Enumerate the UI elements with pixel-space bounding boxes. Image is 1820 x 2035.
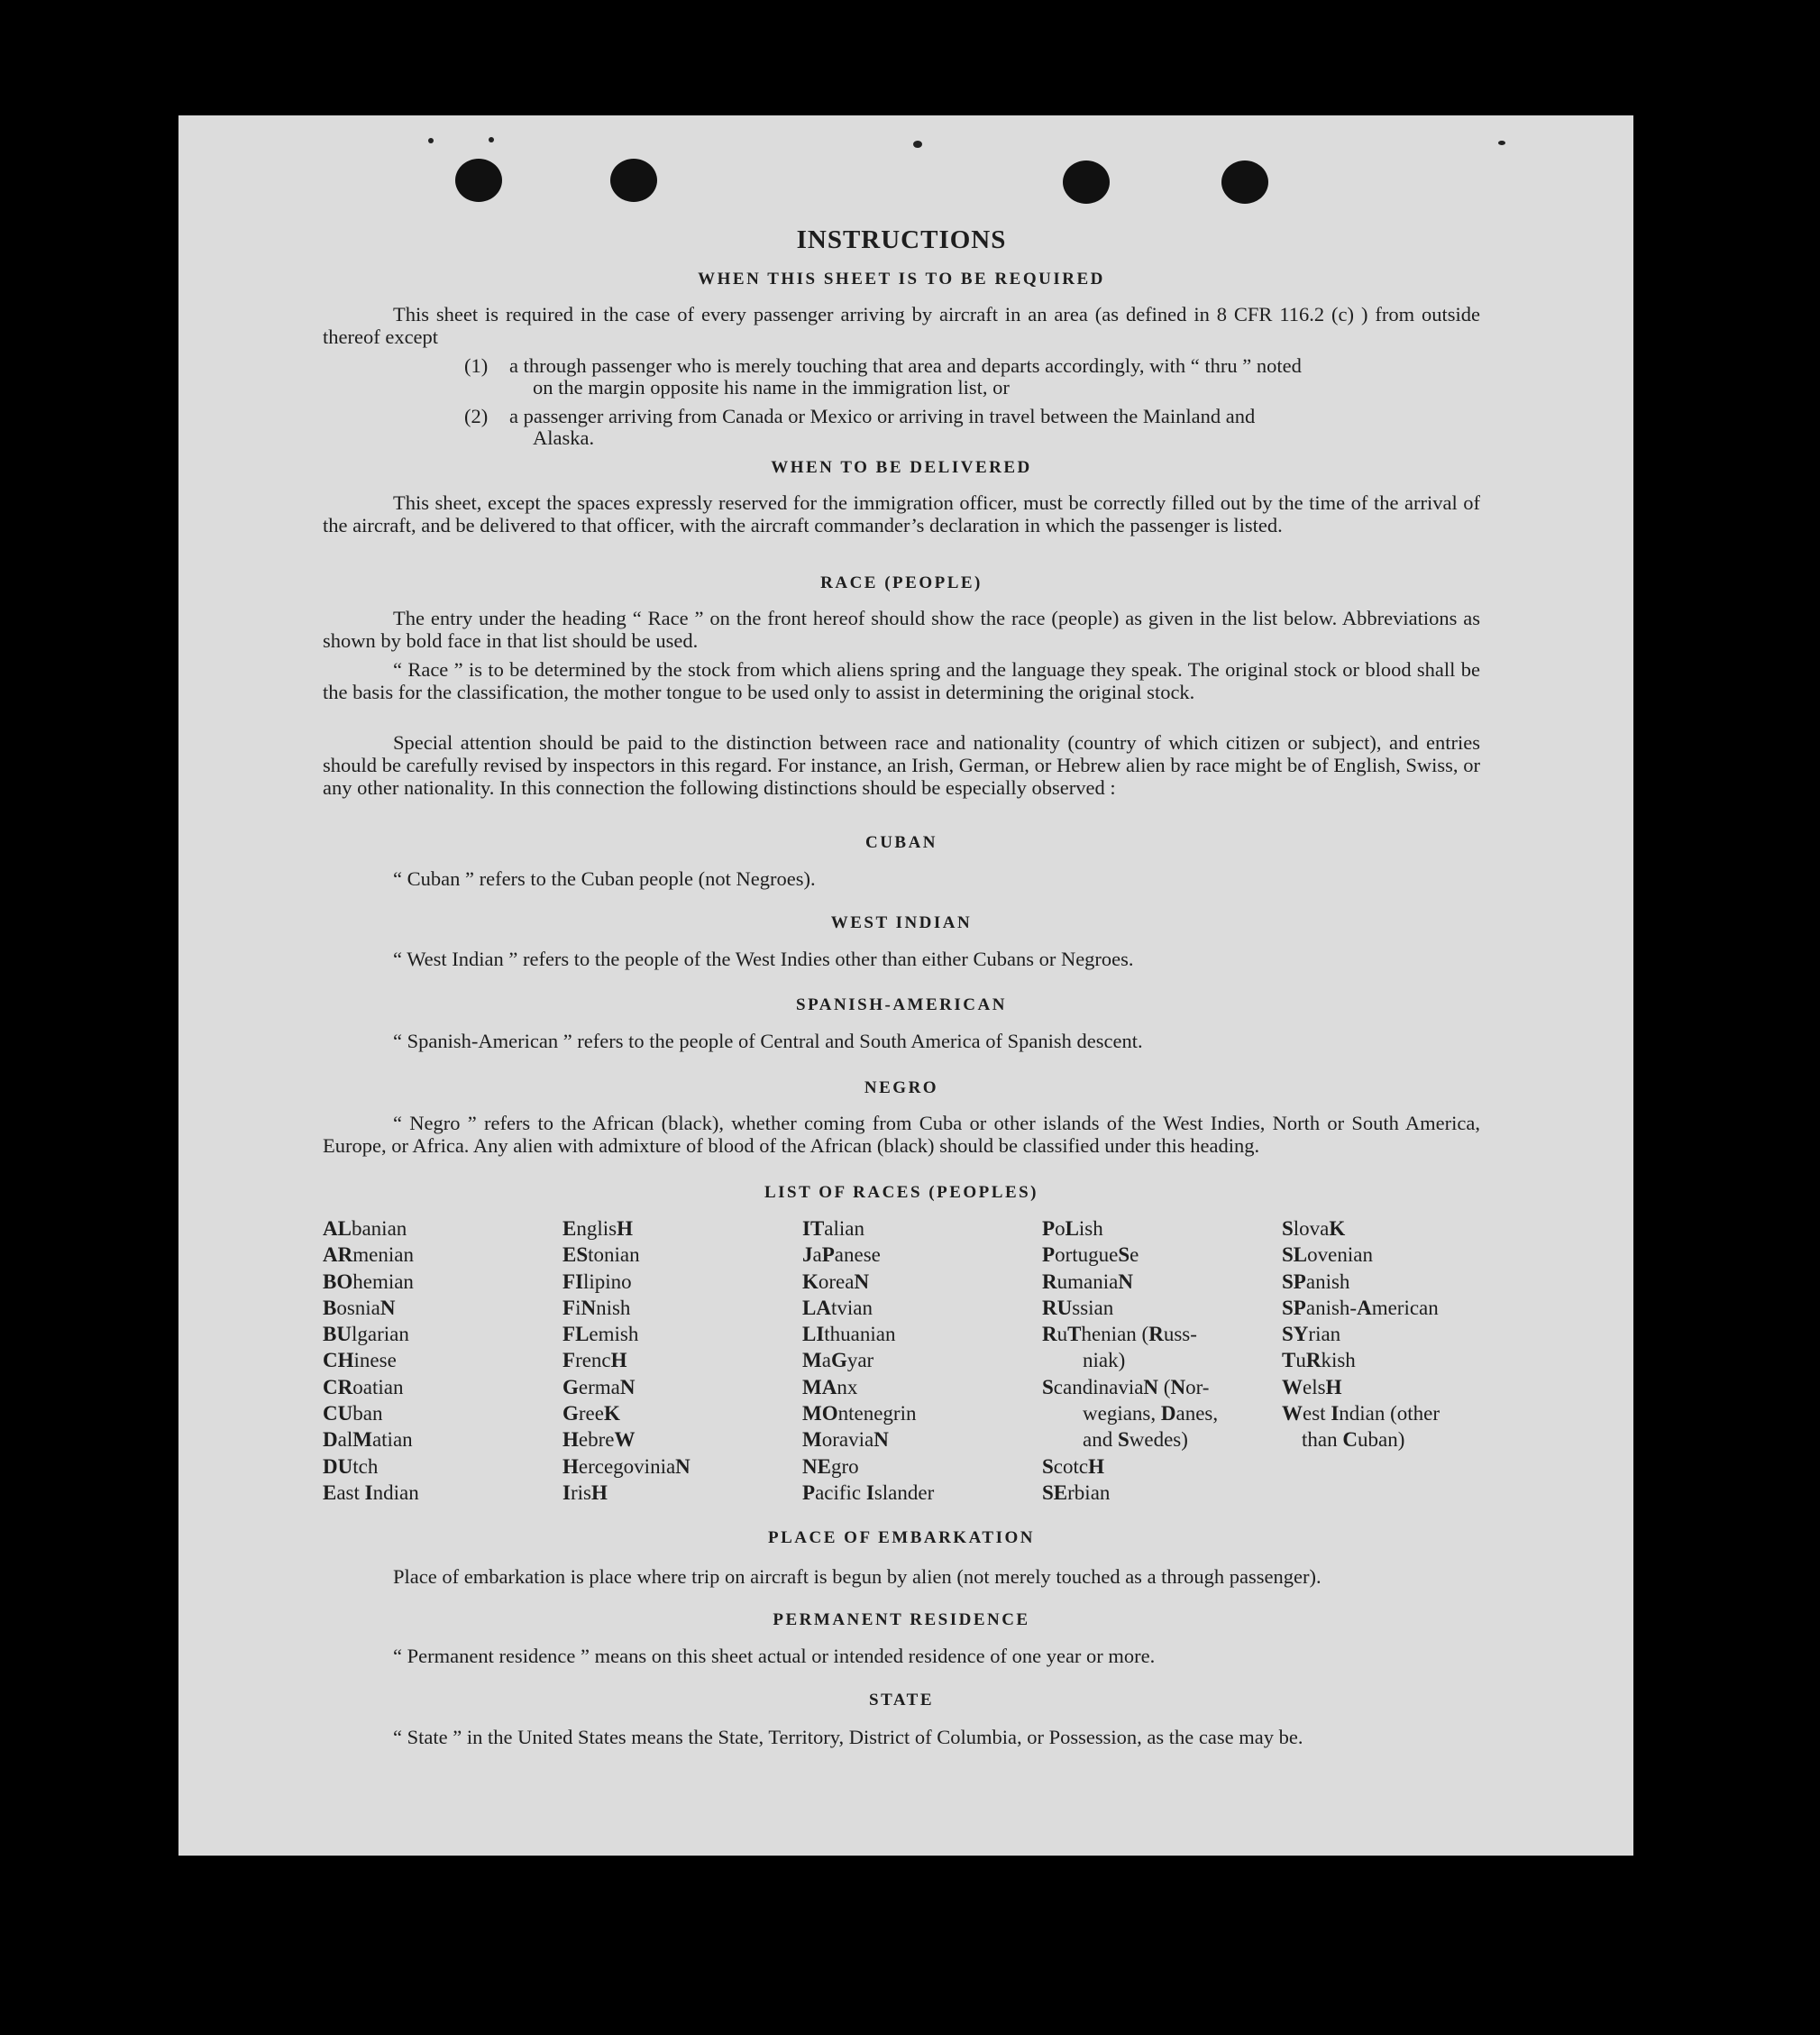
- race-entry: SPanish-American: [1282, 1296, 1439, 1319]
- race-entry: Pacific Islander: [802, 1480, 935, 1504]
- race-entry: NEgro: [802, 1454, 859, 1478]
- race-entry: ScotcH: [1042, 1454, 1104, 1478]
- paragraph-delivered: This sheet, except the spaces expressly reserved for the immigration officer, must be correctly filled out by the time of the arrival of the aircraft, and be delivered to that officer, with the aircraft commander’s declaration in which the passenger is listed.: [323, 491, 1480, 536]
- race-entry: JaPanese: [802, 1243, 881, 1267]
- race-entry: than Cuban): [1302, 1428, 1405, 1452]
- race-entry: GreeK: [562, 1402, 620, 1425]
- paragraph-required: This sheet is required in the case of every passenger arriving by aircraft in an area (as defined in 8 CFR 116.2 (c) ) from outside thereof except: [323, 303, 1480, 348]
- race-entry: EnglisH: [562, 1217, 633, 1240]
- race-entry: RUssian: [1042, 1296, 1114, 1319]
- heading-embarkation: PLACE OF EMBARKATION: [768, 1528, 1035, 1547]
- race-column-3: [802, 1215, 934, 1506]
- heading-residence: PERMANENT RESIDENCE: [773, 1610, 1030, 1629]
- heading-list-of-races: LIST OF RACES (PEOPLES): [764, 1183, 1039, 1202]
- paragraph-race-1: The entry under the heading “ Race ” on the front hereof should show the race (people) as given in the list below. Abbreviations as shown by bold face in that list should be used.: [323, 607, 1480, 652]
- race-entry: ScandinaviaN (Nor-: [1042, 1375, 1210, 1398]
- race-entry: SlovaK: [1282, 1217, 1346, 1240]
- race-entry: SLovenian: [1282, 1243, 1373, 1267]
- race-entry: WelsH: [1282, 1375, 1342, 1398]
- race-entry: BosniaN: [323, 1296, 396, 1319]
- race-entry: CRoatian: [323, 1375, 404, 1398]
- race-entry: RumaniaN: [1042, 1270, 1133, 1293]
- speck: [428, 138, 434, 143]
- item-number: (1): [464, 354, 489, 377]
- paragraph-residence: “ Permanent residence ” means on this sheet actual or intended residence of one year or more.: [393, 1645, 1156, 1667]
- race-entry: MoraviaN: [802, 1428, 889, 1452]
- race-entry: DUtch: [323, 1454, 379, 1478]
- heading-race: RACE (PEOPLE): [820, 573, 983, 592]
- paragraph-spanish-american: “ Spanish-American ” refers to the people of Central and South America of Spanish descent.: [393, 1030, 1143, 1052]
- race-entry: FIlipino: [562, 1270, 632, 1293]
- race-entry: BUlgarian: [323, 1323, 409, 1346]
- speck: [1498, 141, 1505, 145]
- item-line: Alaska.: [533, 426, 595, 449]
- race-entry: HebreW: [562, 1428, 636, 1452]
- race-entry: EStonian: [562, 1243, 640, 1267]
- race-entry: PoLish: [1042, 1217, 1103, 1240]
- race-column-2: [562, 1215, 691, 1506]
- race-column-1: [323, 1215, 419, 1506]
- speck: [913, 141, 922, 148]
- race-entry: SPanish: [1282, 1270, 1350, 1293]
- race-column-5: [1282, 1215, 1440, 1453]
- race-entry: ITalian: [802, 1217, 864, 1240]
- exception-item-2: [464, 406, 1480, 449]
- race-entry: FLemish: [562, 1323, 639, 1346]
- race-entry: niak): [1083, 1349, 1126, 1372]
- paragraph-race-3: Special attention should be paid to the distinction between race and nationality (country of which citizen or subject), and entries should be carefully revised by inspectors in this regard. For instance, an Irish, German, or Hebrew alien by race might be of English, Swiss, or any other nationality. In this connection the following distinctions should be especially observed :: [323, 731, 1480, 799]
- paragraph-negro: “ Negro ” refers to the African (black), whether coming from Cuba or other islands of the West Indies, North or South America, Europe, or Africa. Any alien with admixture of blood of the African (black) should be classified under this heading.: [323, 1112, 1480, 1157]
- item-line: a passenger arriving from Canada or Mexico or arriving in travel between the Mainland and: [509, 405, 1256, 427]
- race-entry: BOhemian: [323, 1270, 414, 1293]
- race-entry: SYrian: [1282, 1323, 1341, 1346]
- punch-hole: [1221, 160, 1268, 204]
- race-entry: LIthuanian: [802, 1323, 896, 1346]
- race-column-4: [1042, 1215, 1218, 1506]
- paragraph-cuban: “ Cuban ” refers to the Cuban people (not Negroes).: [393, 867, 816, 890]
- race-entry: MaGyar: [802, 1349, 874, 1372]
- page-title: INSTRUCTIONS: [796, 225, 1007, 254]
- race-entry: CHinese: [323, 1349, 397, 1372]
- heading-required: WHEN THIS SHEET IS TO BE REQUIRED: [698, 270, 1105, 289]
- race-entry: IrisH: [562, 1480, 608, 1504]
- punch-hole: [1063, 160, 1110, 204]
- item-line: a through passenger who is merely touching that area and departs accordingly, with “ thru ” noted: [509, 354, 1302, 377]
- race-entry: West Indian (other: [1282, 1402, 1440, 1425]
- exception-item-1: [464, 355, 1480, 399]
- race-entry: RuThenian (Russ-: [1042, 1323, 1197, 1346]
- race-entry: DalMatian: [323, 1428, 413, 1452]
- document-sheet: [178, 115, 1633, 1856]
- race-entry: PortugueSe: [1042, 1243, 1139, 1267]
- race-entry: CUban: [323, 1402, 383, 1425]
- race-entry: TuRkish: [1282, 1349, 1356, 1372]
- paragraph-state: “ State ” in the United States means the State, Territory, District of Columbia, or Possession, as the case may be.: [393, 1726, 1303, 1748]
- race-entry: GermaN: [562, 1375, 636, 1398]
- race-list: [323, 1215, 1486, 1513]
- heading-negro: NEGRO: [864, 1078, 939, 1097]
- item-line: on the margin opposite his name in the immigration list, or: [533, 376, 1010, 399]
- race-entry: FrencH: [562, 1349, 627, 1372]
- race-entry: and Swedes): [1083, 1428, 1188, 1452]
- heading-west-indian: WEST INDIAN: [830, 913, 973, 932]
- race-entry: ALbanian: [323, 1217, 407, 1240]
- paragraph-race-2: “ Race ” is to be determined by the stock from which aliens spring and the language they speak. The original stock or blood shall be the basis for the classification, the mother tongue to be used only to assist in determining the original stock.: [323, 658, 1480, 703]
- punch-hole: [610, 159, 657, 202]
- paragraph-embarkation: Place of embarkation is place where trip on aircraft is begun by alien (not merely touched as a through passenger).: [393, 1565, 1322, 1588]
- heading-spanish-american: SPANISH-AMERICAN: [796, 995, 1007, 1014]
- race-entry: KoreaN: [802, 1270, 870, 1293]
- race-entry: ARmenian: [323, 1243, 414, 1267]
- race-entry: wegians, Danes,: [1083, 1402, 1219, 1425]
- speck: [489, 137, 494, 142]
- race-entry: MOntenegrin: [802, 1402, 917, 1425]
- heading-cuban: CUBAN: [864, 833, 938, 852]
- race-entry: LAtvian: [802, 1296, 873, 1319]
- race-entry: HercegoviniaN: [562, 1454, 691, 1478]
- race-entry: MAnx: [802, 1375, 858, 1398]
- paragraph-west-indian: “ West Indian ” refers to the people of the West Indies other than either Cubans or Negroes.: [393, 948, 1134, 970]
- heading-state: STATE: [869, 1691, 934, 1710]
- race-entry: SErbian: [1042, 1480, 1111, 1504]
- heading-delivered: WHEN TO BE DELIVERED: [771, 458, 1032, 477]
- item-number: (2): [464, 405, 489, 427]
- punch-hole: [455, 159, 502, 202]
- race-entry: FiNnish: [562, 1296, 631, 1319]
- race-entry: East Indian: [323, 1480, 419, 1504]
